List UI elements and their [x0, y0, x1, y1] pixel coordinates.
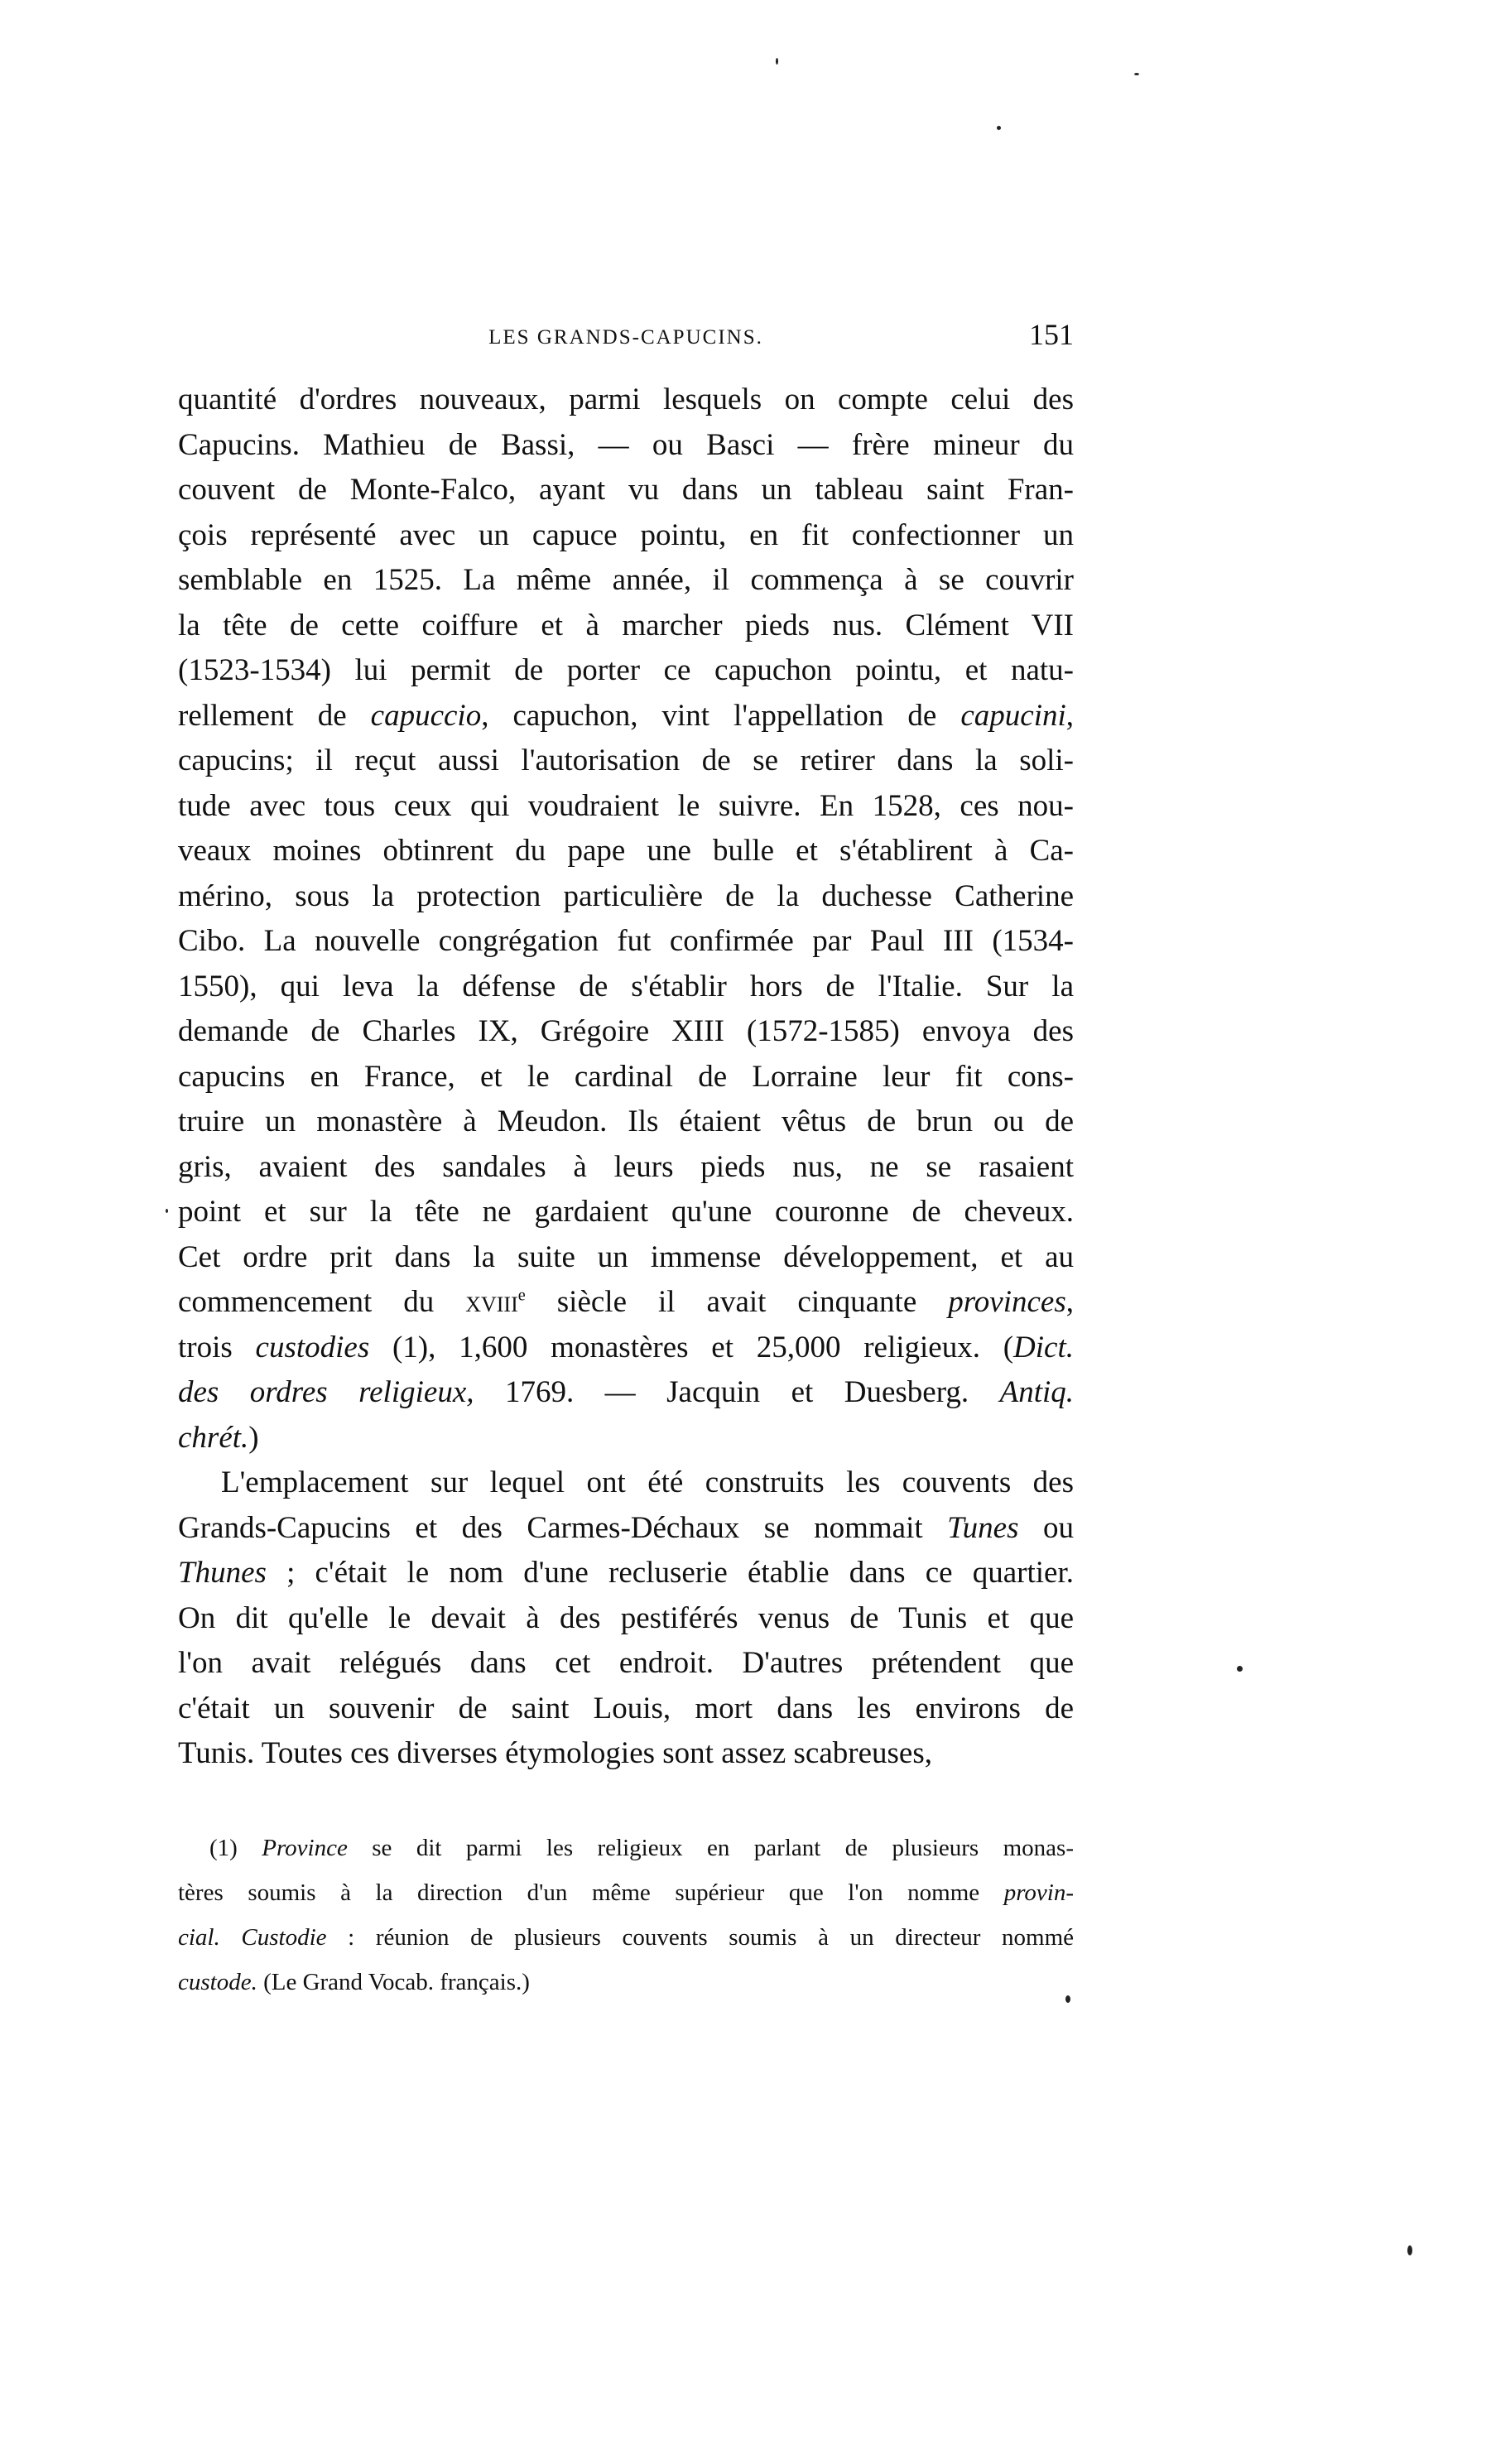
italic-text: Tunes	[947, 1510, 1019, 1545]
body-line	[178, 513, 1074, 559]
body-line	[178, 1009, 1074, 1055]
body-line	[178, 1687, 1074, 1732]
body-line	[178, 1506, 1074, 1552]
text-run: )	[248, 1420, 259, 1455]
text-run: 1550), qui leva la défense de s'établir hors de l'Italie. Sur la	[178, 969, 1074, 1003]
page-header	[178, 320, 1074, 356]
text-run: ,	[1065, 1285, 1074, 1319]
page-number: 151	[1029, 318, 1074, 351]
body-line	[178, 378, 1074, 423]
text-run: capucins en France, et le cardinal de Lorraine leur fit cons-	[178, 1059, 1074, 1094]
scan-speck	[776, 58, 778, 65]
body-line	[178, 1055, 1074, 1100]
italic-text: cial. Custodie	[178, 1924, 327, 1951]
italic-text: provin-	[1003, 1879, 1074, 1906]
scan-speck	[1237, 1666, 1243, 1672]
body-line	[178, 1145, 1074, 1191]
italic-text: capuccio	[370, 698, 482, 733]
text-run: L'emplacement sur lequel ont été construits les couvents des	[221, 1465, 1074, 1499]
body-line	[178, 784, 1074, 830]
text-run: (1)	[209, 1835, 262, 1861]
text-run: Tunis. Toutes ces diverses étymologies sont assez scabreuses,	[178, 1736, 932, 1770]
body-line	[178, 423, 1074, 469]
body-line	[178, 1326, 1074, 1371]
body-line	[178, 965, 1074, 1010]
text-run: (1), 1,600 monastères et 25,000 religieux. (	[369, 1330, 1014, 1364]
text-run: Cet ordre prit dans la suite un immense développement, et au	[178, 1239, 1074, 1274]
text-run: trois	[178, 1330, 256, 1364]
text-run: tude avec tous ceux qui voudraient le suivre. En 1528, ces nou-	[178, 788, 1074, 823]
body-line	[178, 648, 1074, 694]
text-run: c'était un souvenir de saint Louis, mort dans les environs de	[178, 1691, 1074, 1725]
text-run: la tête de cette coiffure et à marcher pieds nus. Clément VII	[178, 608, 1074, 642]
text-run: capucins; il reçut aussi l'autorisation de se retirer dans la soli-	[178, 744, 1074, 777]
italic-text: Antiq.	[999, 1375, 1075, 1409]
text-run: ; c'était le nom d'une recluserie établie dans ce quartier.	[266, 1556, 1074, 1590]
footnote-line	[178, 1915, 1074, 1960]
footnote-line	[178, 1870, 1074, 1915]
body-line	[178, 1731, 1074, 1777]
text-run: couvent de Monte-Falco, ayant vu dans un tableau saint Fran-	[178, 473, 1074, 507]
text-run: commencement du	[178, 1285, 466, 1319]
body-line	[178, 468, 1074, 513]
text-run: Cibo. La nouvelle congrégation fut confirmée par Paul III (1534-	[178, 924, 1074, 958]
italic-text: provinces	[948, 1285, 1066, 1319]
footnote-line	[178, 1960, 1074, 2004]
scan-speck	[166, 1209, 168, 1213]
body-line	[178, 739, 1074, 784]
text-run: (1523-1534) lui permit de porter ce capuchon pointu, et natu-	[178, 653, 1074, 687]
text-run: l'on avait relégués dans cet endroit. D'autres prétendent que	[178, 1646, 1074, 1680]
text-run: truire un monastère à Meudon. Ils étaient vêtus de brun ou de	[178, 1104, 1074, 1138]
body-line	[178, 919, 1074, 965]
body-text	[178, 378, 1074, 1777]
text-run: se dit parmi les religieux en parlant de plusieurs monas-	[347, 1835, 1074, 1861]
italic-text: Thunes	[178, 1556, 267, 1590]
text-run: semblable en 1525. La même année, il commença à se couvrir	[178, 563, 1074, 597]
body-line	[178, 1641, 1074, 1687]
text-run: tères soumis à la direction d'un même supérieur que l'on nomme	[178, 1879, 1004, 1906]
italic-text: Dict.	[1013, 1330, 1074, 1364]
scan-speck	[997, 126, 1001, 130]
body-line	[178, 829, 1074, 874]
italic-text: custodies	[255, 1330, 370, 1364]
footnote-line	[178, 1826, 1074, 1870]
body-line	[178, 1416, 1074, 1461]
body-line	[178, 558, 1074, 604]
body-line	[178, 1190, 1074, 1235]
text-run: On dit qu'elle le devait à des pestiférés venus de Tunis et que	[178, 1600, 1074, 1635]
body-line	[178, 1596, 1074, 1642]
text-run: mérino, sous la protection particulière de la duchesse Catherine	[178, 878, 1074, 913]
text-run: Grands-Capucins et des Carmes-Déchaux se nommait	[178, 1510, 948, 1545]
italic-text: custode.	[178, 1969, 257, 1995]
italic-text: Province	[262, 1835, 348, 1861]
text-run: çois représenté avec un capuce pointu, en fit confectionner un	[178, 517, 1074, 552]
text-run: , capuchon, vint l'appellation de	[481, 698, 961, 733]
body-line	[178, 1461, 1074, 1506]
italic-text: des ordres religieux,	[178, 1375, 474, 1409]
running-title: LES GRANDS-CAPUCINS.	[488, 326, 763, 349]
text-run: rellement de	[178, 698, 371, 733]
text-run: e	[517, 1286, 526, 1305]
scan-speck	[1407, 2245, 1412, 2255]
body-line	[178, 1100, 1074, 1145]
body-line	[178, 694, 1074, 739]
text-run: ou	[1018, 1510, 1075, 1545]
text-run: xviii	[465, 1285, 518, 1319]
body-line	[178, 1551, 1074, 1596]
text-run: : réunion de plusieurs couvents soumis à un directeur nommé	[326, 1924, 1074, 1951]
italic-text: capucini	[960, 698, 1066, 733]
text-run: veaux moines obtinrent du pape une bulle et s'établirent à Ca-	[178, 834, 1074, 868]
text-run: demande de Charles IX, Grégoire XIII (1572-1585) envoya des	[178, 1014, 1074, 1048]
body-line	[178, 1280, 1074, 1326]
text-run: gris, avaient des sandales à leurs pieds nus, ne se rasaient	[178, 1149, 1074, 1184]
scan-speck	[1065, 1995, 1070, 2003]
scan-speck	[1134, 73, 1139, 75]
body-line	[178, 1370, 1074, 1416]
body-line	[178, 874, 1074, 920]
text-run: (Le Grand Vocab. français.)	[257, 1969, 530, 1995]
italic-text: chrét.	[178, 1420, 249, 1455]
text-run: Capucins. Mathieu de Bassi, — ou Basci — frère mineur du	[178, 427, 1074, 462]
text-run: ,	[1065, 698, 1074, 733]
text-run: siècle il avait cinquante	[525, 1285, 949, 1319]
text-run: point et sur la tête ne gardaient qu'une couronne de cheveux.	[178, 1195, 1074, 1229]
body-line	[178, 604, 1074, 649]
text-run: 1769. — Jacquin et Duesberg.	[474, 1375, 1000, 1409]
body-line	[178, 1235, 1074, 1281]
footnote	[178, 1826, 1074, 2004]
text-run: quantité d'ordres nouveaux, parmi lesquels on compte celui des	[178, 383, 1074, 416]
